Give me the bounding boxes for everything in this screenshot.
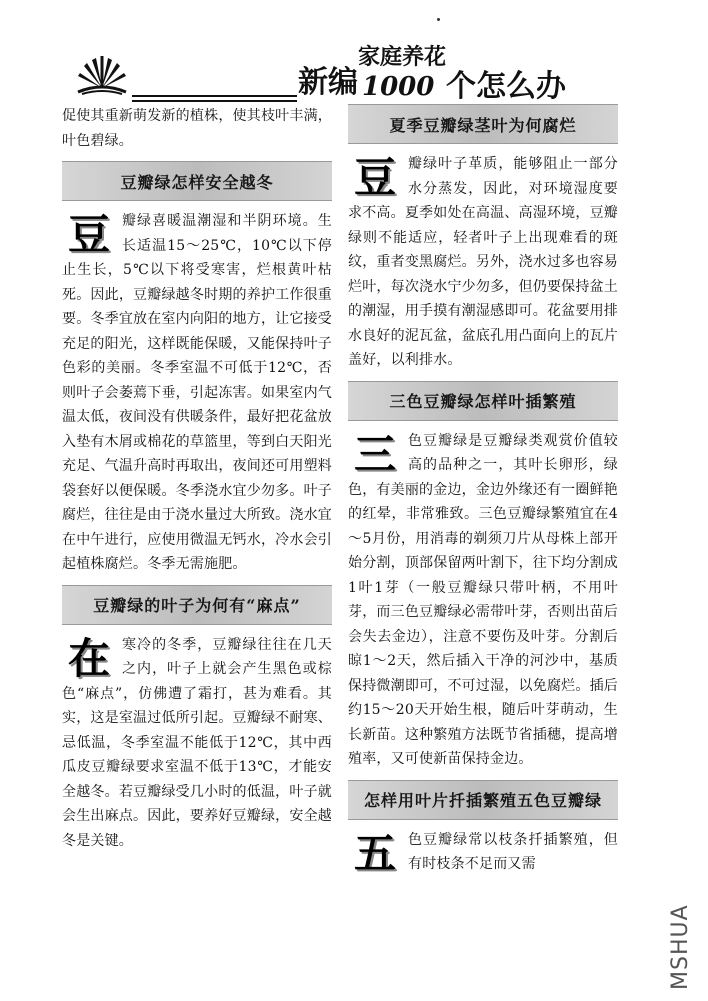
section-title [62, 585, 332, 625]
dropcap: 五 [353, 828, 396, 878]
intro-text: 促使其重新萌发新的植株，使其枝叶丰满，叶色碧绿。 [62, 108, 332, 149]
header-rule-top [132, 95, 297, 97]
section-text: 瓣绿喜暖温潮湿和半阴环境。生长适温15～25℃，10℃以下停止生长，5℃以下将受寒害，烂根黄叶枯死。因此，豆瓣绿越冬时期的养护工作很重要。冬季宜放在室内向阳的地方，让它接受充足的阳光，这样既能保暖，又能保持叶子色彩的美丽。冬季室温不可低于12℃，否则叶子会萎蔫下垂，引起冻害。如果室内气温太低，夜间没有供暖条件，最好把花盆放入垫有木屑或棉花的草篮里，等到白天阳光充足、气温升高时再取出，夜间还可用塑料袋套好以便保暖。冬季浇水宜少勿多。叶子腐烂，往往是由于浇水量过大所致。浇水宜在中午进行，应使用微温无钙水，冷水会引起植株腐烂。冬季无需施肥。 [62, 213, 332, 572]
section-body [62, 209, 332, 577]
dropcap: 豆 [353, 153, 396, 202]
page-header [70, 40, 630, 110]
section-body [348, 152, 618, 373]
brand-prefix: 新编 [298, 65, 358, 100]
brand-number: 1000 [362, 72, 435, 102]
section-body [348, 429, 618, 772]
section-title [348, 381, 618, 421]
right-column [348, 104, 618, 877]
dropcap: 豆 [67, 210, 110, 259]
watermark: MSHUA [668, 904, 693, 990]
section-body [348, 828, 618, 877]
print-speck [437, 18, 440, 21]
section-text: 色豆瓣绿是豆瓣绿类观赏价值较高的品种之一，其叶长卵形，绿色，有美丽的金边，金边外缘还有一圈鲜艳的红晕，非常雅致。三色豆瓣绿繁殖宜在4～5月份，用消毒的剃须刀片从母株上部开始分割，顶部保留两叶割下，往下均分割成1叶1芽（一般豆瓣绿只带叶柄，不用叶芽，而三色豆瓣绿必需带叶芽，否则出苗后会失去金边），注意不要伤及叶芽。分割后晾1～2天，然后插入干净的河沙中，基质保持微潮即可，不可过湿，以免腐烂。插后约15～20天开始生根，随后叶芽萌动，生长新苗。这种繁殖方法既节省插穗，提高增殖率，又可使新苗保持金边。 [348, 432, 618, 767]
section-title [348, 104, 618, 144]
section-title-text: 三色豆瓣绿怎样叶插繁殖 [389, 392, 577, 411]
section-title-text: 豆瓣绿怎样安全越冬 [120, 172, 274, 192]
section-title-text: 豆瓣绿的叶子为何有“麻点” [93, 596, 301, 615]
section-text: 寒冷的冬季，豆瓣绿往往在几天之内，叶子上就会产生黑色或棕色“麻点”，仿佛遭了霜打，甚为难看。其实，这是室温过低所引起。豆瓣绿不耐寒、忌低温，冬季室温不能低于12℃，其中西瓜皮豆瓣绿要求室温不低于13℃，才能安全越冬。若豆瓣绿受几小时的低温，叶子就会生出麻点。因此，要养好豆瓣绿，安全越冬是关键。 [62, 636, 332, 849]
section-text: 色豆瓣绿常以枝条扦插繁殖，但有时枝条不足而又需 [408, 831, 618, 872]
section-body [62, 633, 332, 854]
left-column [62, 104, 332, 853]
section-title [348, 780, 618, 820]
section-text: 瓣绿叶子革质，能够阻止一部分水分蒸发，因此，对环境湿度要求不高。夏季如处在高温、高湿环境，豆瓣绿则不能适应，轻者叶子上出现难看的斑纹，重者变黑腐烂。另外，浇水过多也容易烂叶，每次浇水宁少勿多，但仍要保持盆土的潮湿，用手摸有潮湿感即可。花盆要用排水良好的泥瓦盆，盆底孔用凸面向上的瓦片盖好，以利排水。 [348, 156, 618, 368]
section-title-text: 怎样用叶片扦插繁殖五色豆瓣绿 [363, 791, 602, 810]
dropcap: 在 [67, 633, 110, 683]
brand-top: 家庭养花 [358, 44, 447, 70]
section-title-text: 夏季豆瓣绿茎叶为何腐烂 [389, 115, 577, 135]
dropcap: 三 [353, 429, 396, 479]
header-rule-bottom [132, 100, 297, 102]
flower-sprout-logo-icon [72, 52, 132, 98]
brand-suffix: 个怎么办 [446, 69, 566, 104]
section-title [62, 161, 332, 201]
